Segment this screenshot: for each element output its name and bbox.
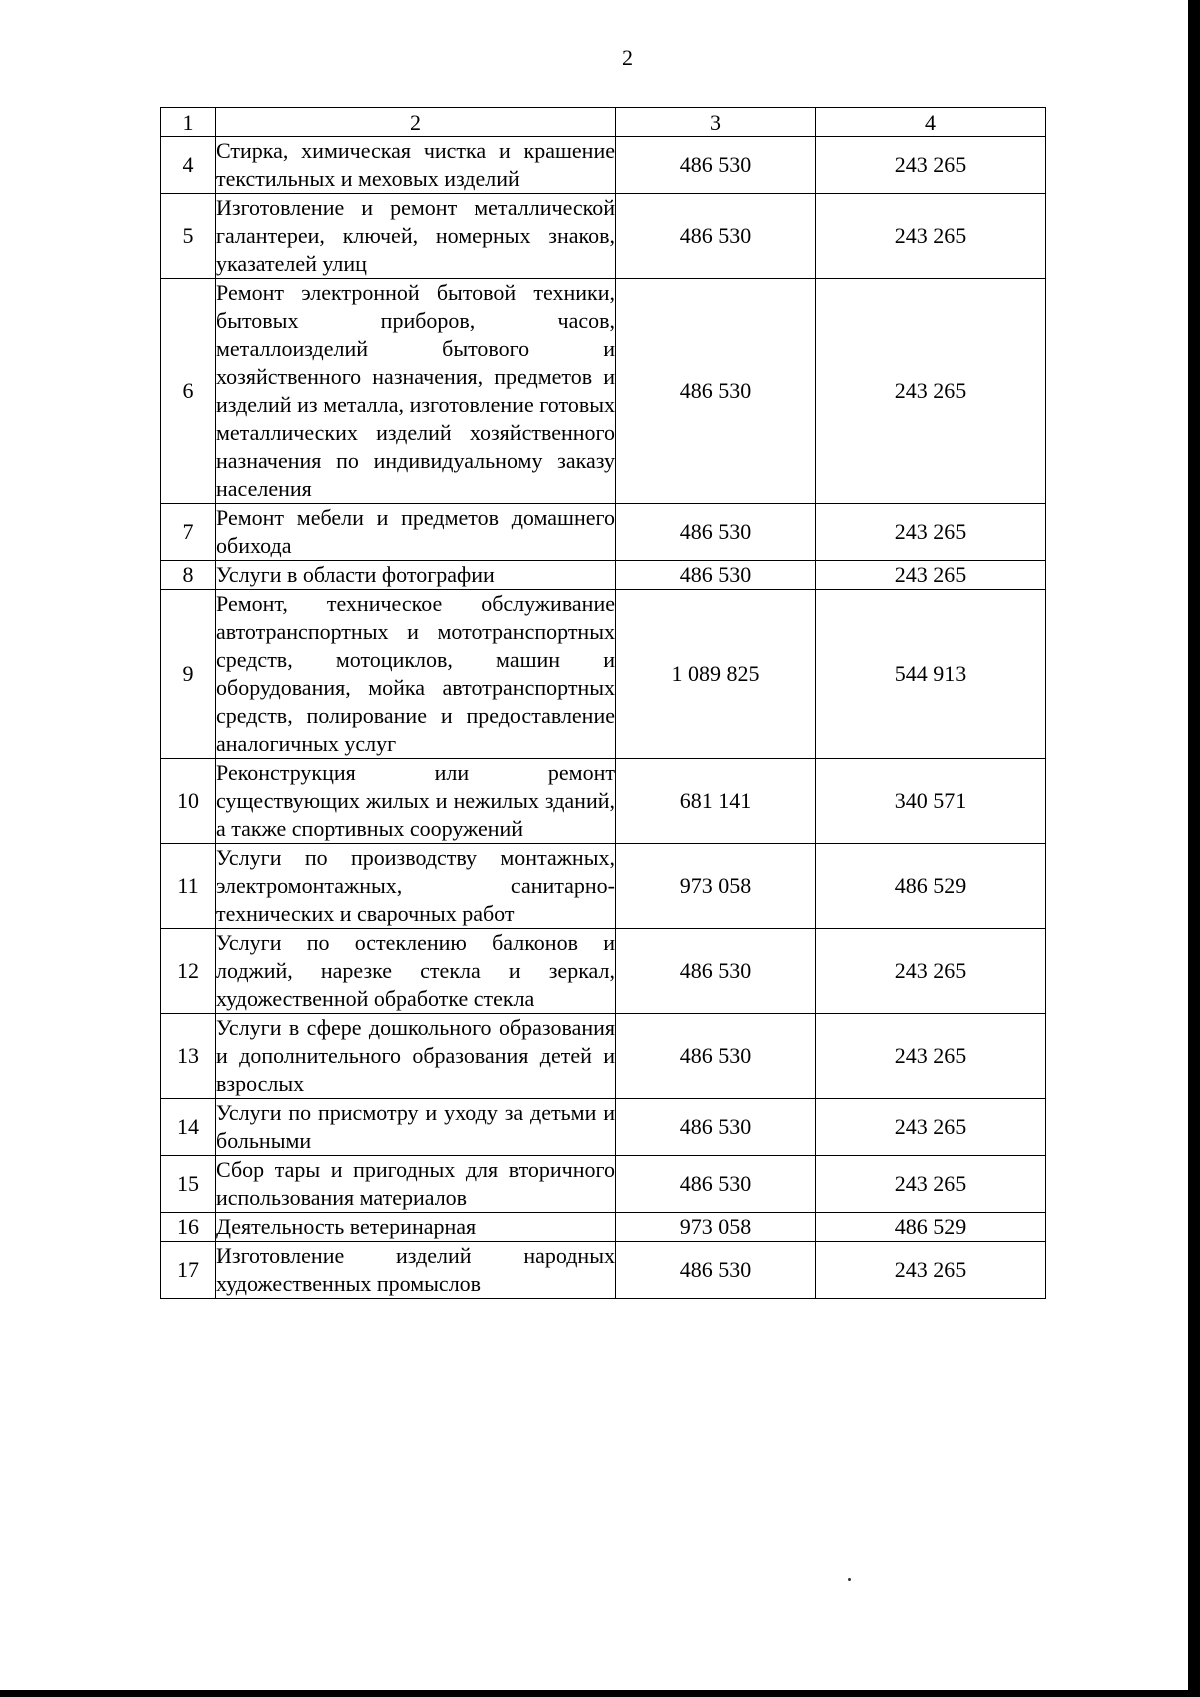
- amount-col-3: 681 141: [616, 759, 816, 844]
- amount-col-4: 486 529: [816, 1213, 1046, 1242]
- row-number: 9: [161, 590, 216, 759]
- amount-col-3: 973 058: [616, 844, 816, 929]
- service-description: Изготовление изделий народных художественных промыслов: [216, 1242, 616, 1299]
- amount-col-4: 243 265: [816, 194, 1046, 279]
- table-row: [161, 194, 1046, 279]
- amount-col-4: 243 265: [816, 1156, 1046, 1213]
- amount-col-4: 243 265: [816, 929, 1046, 1014]
- header-col-1: 1: [161, 108, 216, 137]
- row-number: 6: [161, 279, 216, 504]
- table-row: [161, 504, 1046, 561]
- row-number: 17: [161, 1242, 216, 1299]
- row-number: 11: [161, 844, 216, 929]
- row-number: 13: [161, 1014, 216, 1099]
- services-table: [160, 107, 1046, 1299]
- service-description: Реконструкция или ремонт существующих жилых и нежилых зданий, а также спортивных сооружений: [216, 759, 616, 844]
- row-number: 14: [161, 1099, 216, 1156]
- header-col-4: 4: [816, 108, 1046, 137]
- service-description: Ремонт мебели и предметов домашнего обихода: [216, 504, 616, 561]
- amount-col-4: 243 265: [816, 561, 1046, 590]
- table-header-row: [161, 108, 1046, 137]
- scan-speck: [848, 1578, 851, 1581]
- amount-col-3: 486 530: [616, 194, 816, 279]
- table-row: [161, 929, 1046, 1014]
- amount-col-3: 486 530: [616, 1014, 816, 1099]
- table-row: [161, 561, 1046, 590]
- amount-col-3: 486 530: [616, 1099, 816, 1156]
- table-row: [161, 759, 1046, 844]
- table-row: [161, 1156, 1046, 1213]
- page-number: 2: [622, 45, 633, 70]
- table-row: [161, 1242, 1046, 1299]
- row-number: 16: [161, 1213, 216, 1242]
- service-description: Ремонт, техническое обслуживание автотранспортных и мототранспортных средств, мотоциклов, машин и оборудования, мойка автотранспортных средств, полирование и предоставление аналогичных услуг: [216, 590, 616, 759]
- amount-col-4: 243 265: [816, 1014, 1046, 1099]
- table-row: [161, 1099, 1046, 1156]
- amount-col-3: 486 530: [616, 929, 816, 1014]
- amount-col-3: 486 530: [616, 504, 816, 561]
- header-col-2: 2: [216, 108, 616, 137]
- scan-border-bottom: [0, 1690, 1200, 1697]
- amount-col-3: 486 530: [616, 1156, 816, 1213]
- row-number: 7: [161, 504, 216, 561]
- row-number: 8: [161, 561, 216, 590]
- amount-col-4: 243 265: [816, 1242, 1046, 1299]
- amount-col-3: 1 089 825: [616, 590, 816, 759]
- amount-col-4: 243 265: [816, 137, 1046, 194]
- service-description: Услуги по остеклению балконов и лоджий, нарезке стекла и зеркал, художественной обработке стекла: [216, 929, 616, 1014]
- service-description: Изготовление и ремонт металлической галантереи, ключей, номерных знаков, указателей улиц: [216, 194, 616, 279]
- amount-col-3: 973 058: [616, 1213, 816, 1242]
- service-description: Сбор тары и пригодных для вторичного использования материалов: [216, 1156, 616, 1213]
- row-number: 12: [161, 929, 216, 1014]
- amount-col-3: 486 530: [616, 561, 816, 590]
- amount-col-4: 243 265: [816, 279, 1046, 504]
- table-row: [161, 279, 1046, 504]
- amount-col-4: 340 571: [816, 759, 1046, 844]
- amount-col-4: 243 265: [816, 1099, 1046, 1156]
- service-description: Деятельность ветеринарная: [216, 1213, 616, 1242]
- amount-col-3: 486 530: [616, 1242, 816, 1299]
- row-number: 15: [161, 1156, 216, 1213]
- row-number: 5: [161, 194, 216, 279]
- amount-col-4: 486 529: [816, 844, 1046, 929]
- amount-col-4: 243 265: [816, 504, 1046, 561]
- row-number: 10: [161, 759, 216, 844]
- header-col-3: 3: [616, 108, 816, 137]
- table-row: [161, 137, 1046, 194]
- table-row: [161, 590, 1046, 759]
- service-description: Ремонт электронной бытовой техники, бытовых приборов, часов, металлоизделий бытового и хозяйственного назначения, предметов и изделий из металла, изготовление готовых металлических изделий хозяйственного назначения по индивидуальному заказу населения: [216, 279, 616, 504]
- service-description: Услуги в области фотографии: [216, 561, 616, 590]
- amount-col-3: 486 530: [616, 279, 816, 504]
- scan-border-right: [1188, 0, 1200, 1697]
- service-description: Стирка, химическая чистка и крашение текстильных и меховых изделий: [216, 137, 616, 194]
- table-row: [161, 844, 1046, 929]
- service-description: Услуги по производству монтажных, электромонтажных, санитарно-технических и сварочных работ: [216, 844, 616, 929]
- service-description: Услуги в сфере дошкольного образования и дополнительного образования детей и взрослых: [216, 1014, 616, 1099]
- row-number: 4: [161, 137, 216, 194]
- service-description: Услуги по присмотру и уходу за детьми и больными: [216, 1099, 616, 1156]
- amount-col-4: 544 913: [816, 590, 1046, 759]
- table-row: [161, 1213, 1046, 1242]
- table-row: [161, 1014, 1046, 1099]
- amount-col-3: 486 530: [616, 137, 816, 194]
